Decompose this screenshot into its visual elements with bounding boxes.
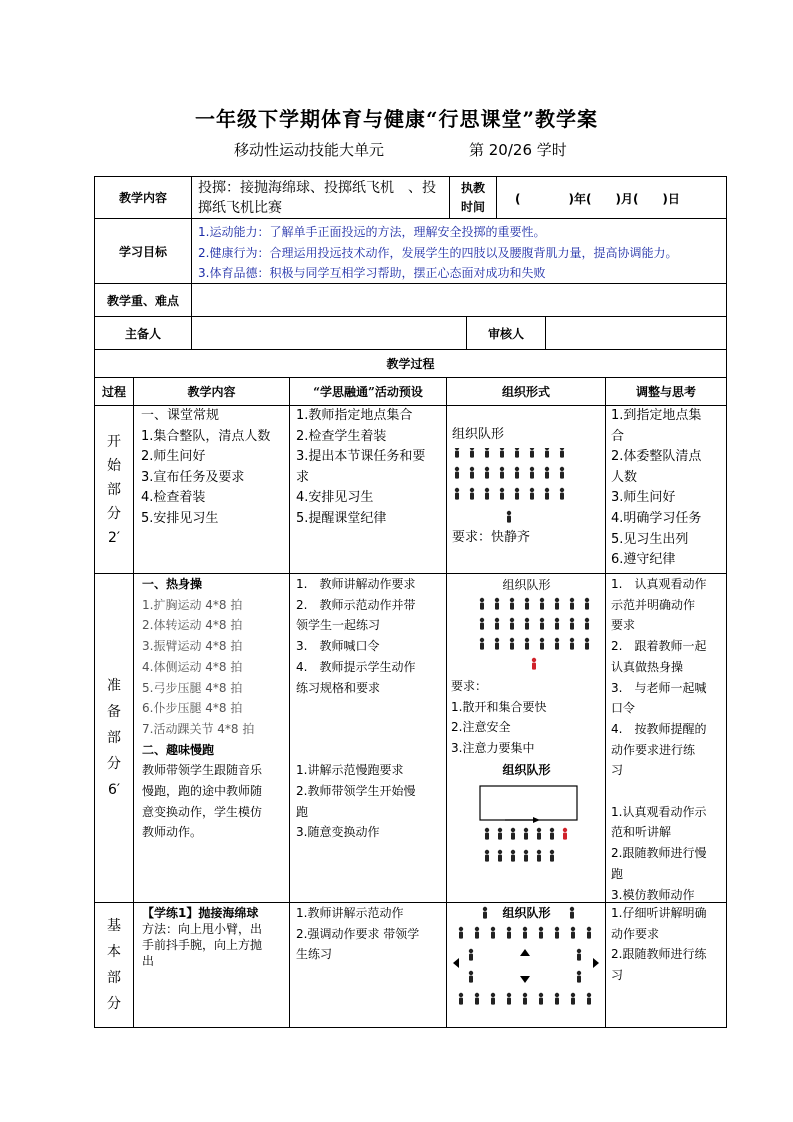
- basic-reflection: 1.仔细听讲解明确 动作要求 2.跟随教师进行练 习: [606, 903, 727, 1028]
- goal-item: 2.健康行为：合理运用投远技术动作，发展学生的四肢以及腰腹背肌力量，提高协调能力。: [198, 245, 678, 260]
- col-header: 组织形式: [447, 378, 606, 406]
- content-line: 2.师生问好: [141, 449, 206, 465]
- goal-item: 3.体育品德：积极与同学互相学习帮助，摆正心态面对成功和失败: [198, 266, 546, 280]
- col-header: 调整与思考: [606, 378, 727, 406]
- time-label: 执教时间: [450, 177, 497, 219]
- process-title: 教学过程: [95, 350, 727, 378]
- stage-prep: 准 备 部 分 6′: [95, 574, 134, 903]
- basic-activity: 1.教师讲解示范动作 2.强调动作要求 带领学 生练习: [290, 903, 447, 1028]
- content-line: 5.安排见习生: [141, 510, 219, 526]
- prep-activity: 1. 教师讲解动作要求 2. 教师示范动作并带 领学生一起练习 3. 教师喊口令 4. 教师提示学生动作 练习规格和要求 1.讲解示范慢跑要求 2.教师带领学生开始慢 跑 3.随意变换动作: [290, 574, 447, 903]
- unit-name: 移动性运动技能大单元: [234, 141, 385, 159]
- col-header: 教学内容: [134, 378, 290, 406]
- start-formation: [447, 406, 606, 574]
- period-number: 第 20/26 学时: [469, 141, 567, 159]
- start-content: [134, 406, 290, 574]
- start-reflection: 1.到指定地点集 合 2.体委整队清点 人数 3.师生问好 4.明确学习任务 5.见习生出列 6.遵守纪律: [606, 406, 727, 574]
- key-points-label: 教学重、难点: [95, 284, 192, 317]
- goals-list: [192, 219, 727, 284]
- lesson-table: [94, 176, 727, 1028]
- prep-content: 一、热身操 1.扩胸运动 4*8 拍 2.体转运动 4*8 拍 3.振臂运动 4*8 拍 4.体侧运动 4*8 拍 5.弓步压腿 4*8 拍 6.仆步压腿 4*8 拍 7.活动踝关节 4*8 拍 二、趣味慢跑 教师带领学生跟随音乐 慢跑，跑的途中教师随 意变换动作，学生模仿 教师动作。: [134, 574, 290, 903]
- key-points-field: [192, 284, 727, 317]
- content-line: 3.宣布任务及要求: [141, 469, 245, 485]
- start-activity: 1.教师指定地点集合 2.检查学生着装 3.提出本节课任务和要 求 4.安排见习生 5.提醒课堂纪律: [290, 406, 447, 574]
- formation-title: 组织队形: [452, 427, 505, 442]
- goals-label: 学习目标: [95, 219, 192, 284]
- prep-formation: 组织队形 要求： 1.散开和集合要快 2.注意安全 3.注意力要集中 组织队形: [447, 574, 606, 903]
- formation-diagram-warmup: [447, 596, 606, 676]
- formation-requirement: 要求：快静齐: [452, 530, 531, 545]
- reviewer-label: 审核人: [467, 317, 546, 350]
- basic-formation: 组织队形: [447, 903, 606, 1028]
- content-text: 投掷：接抛海绵球、投掷纸飞机 、投掷纸飞机比赛: [192, 177, 450, 219]
- formation-diagram-jog: [447, 784, 606, 864]
- prep-reflection: 1. 认真观看动作 示范并明确动作 要求 2. 跟着教师一起 认真做热身操 3. 与老师一起喊 口令 4. 按教师提醒的 动作要求进行练 习 1.认真观看动作示 范和听讲解 2.跟随教师进行慢 跑 3.模仿教师动作: [606, 574, 727, 903]
- content-line: 一、课堂常规: [141, 408, 220, 423]
- col-header: 过程: [95, 378, 134, 406]
- preparer-label: 主备人: [95, 317, 192, 350]
- col-header: “学思融通”活动预设: [290, 378, 447, 406]
- content-line: 1.集合整队，清点人数: [141, 428, 271, 444]
- content-label: 教学内容: [95, 177, 192, 219]
- preparer-field: [192, 317, 467, 350]
- reviewer-field: [546, 317, 727, 350]
- content-line: 4.检查着装: [141, 490, 206, 506]
- basic-content: 【学练1】抛接海绵球 方法：向上甩小臂，出 手前抖手腕，向上方抛 出: [134, 903, 290, 1028]
- formation-diagram-start: [447, 448, 606, 532]
- date-field: ( )年( )月( )日: [497, 177, 727, 219]
- page-title: 一年级下学期体育与健康“行思课堂”教学案: [194, 107, 598, 131]
- formation-diagram-circle: [447, 903, 606, 1028]
- goal-item: 1.运动能力：了解单手正面投远的方法，理解安全投掷的重要性。: [198, 225, 546, 239]
- stage-basic: 基 本 部 分: [95, 903, 134, 1028]
- stage-start: 开 始 部 分 2′: [95, 406, 134, 574]
